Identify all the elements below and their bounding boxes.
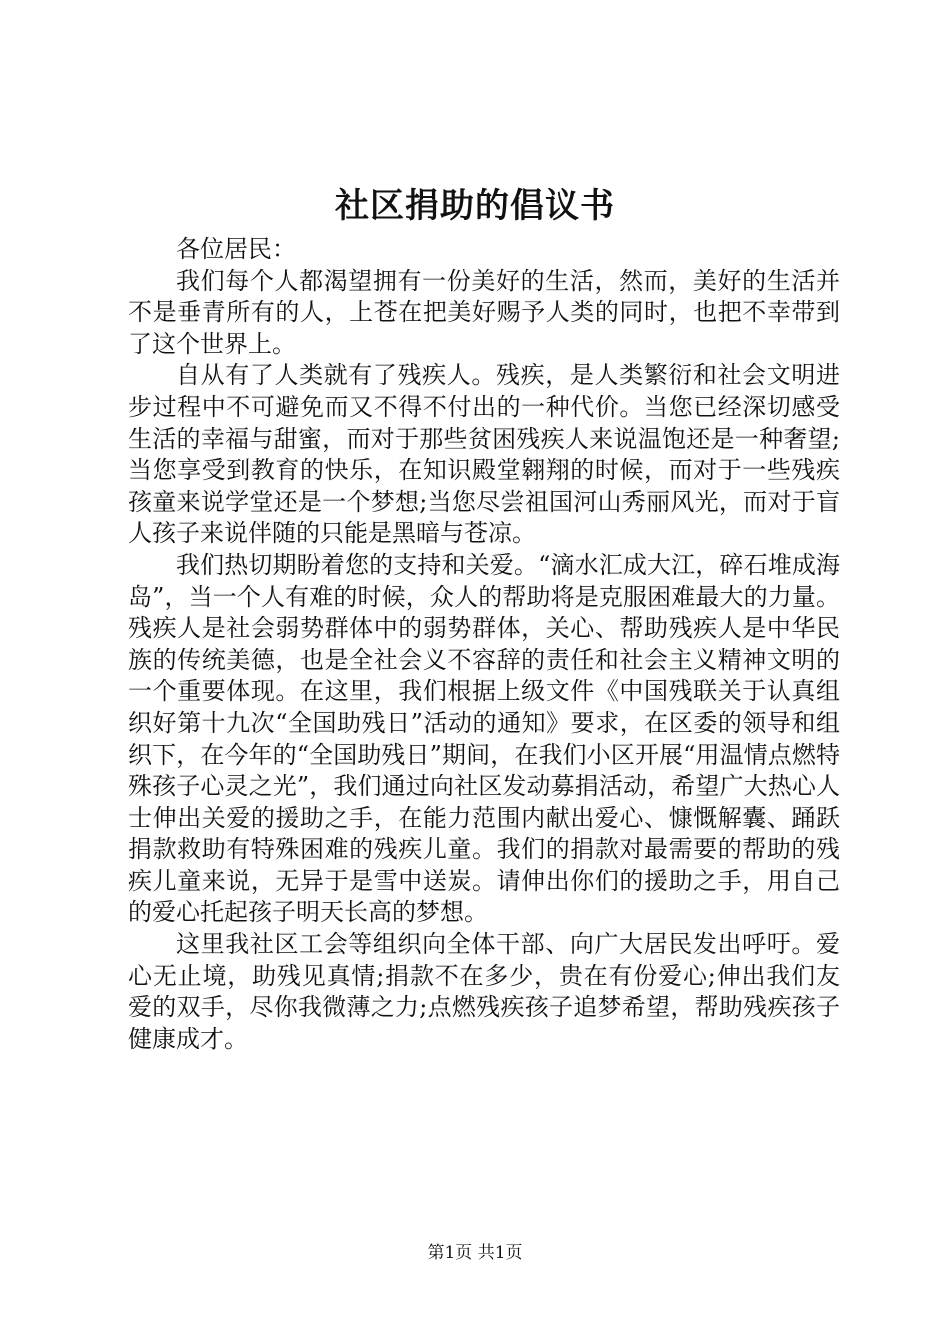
salutation: 各位居民： (176, 235, 296, 263)
paragraph-3: 我们热切期盼着您的支持和关爱。“滴水汇成大江，碎石堆成海岛”，当一个人有难的时候，众人的帮助将是克服困难最大的力量。残疾人是社会弱势群体中的弱势群体，关心、帮助残疾人是中华民族的传统美德，也是全社会义不容辞的责任和社会主义精神文明的一个重要体现。在这里，我们根据上级文件《中国残联关于认真组织好第十九次“全国助残日”活动的通知》要求，在区委的领导和组织下，在今年的“全国助残日”期间，在我们小区开展“用温情点燃特殊孩子心灵之光”，我们通过向社区发动募捐活动，希望广大热心人士伸出关爱的援助之手，在能力范围内献出爱心、慷慨解囊、踊跃捐款救助有特殊困难的残疾儿童。我们的捐款对最需要的帮助的残疾儿童来说，无异于是雪中送炭。请伸出你们的援助之手，用自己的爱心托起孩子明天长高的梦想。 (128, 550, 840, 927)
paragraph-1: 我们每个人都渴望拥有一份美好的生活，然而，美好的生活并不是垂青所有的人，上苍在把美好赐予人类的同时，也把不幸带到了这个世界上。 (128, 266, 840, 358)
paragraph-2: 自从有了人类就有了残疾人。残疾，是人类繁衍和社会文明进步过程中不可避免而又不得不付出的一种代价。当您已经深切感受生活的幸福与甜蜜，而对于那些贫困残疾人来说温饱还是一种奢望;当您享受到教育的快乐，在知识殿堂翱翔的时候，而对于一些残疾孩童来说学堂还是一个梦想;当您尽尝祖国河山秀丽风光，而对于盲人孩子来说伴随的只能是黑暗与苍凉。 (128, 361, 840, 548)
document-title: 社区捐助的倡议书 (335, 186, 615, 226)
document-body (128, 234, 840, 1055)
page-footer: 第1页 共1页 (427, 1243, 523, 1263)
paragraph-4: 这里我社区工会等组织向全体干部、向广大居民发出呼吁。爱心无止境，助残见真情;捐款不在多少，贵在有份爱心;伸出我们友爱的双手，尽你我微薄之力;点燃残疾孩子追梦希望，帮助残疾孩子健康成才。 (128, 930, 840, 1053)
